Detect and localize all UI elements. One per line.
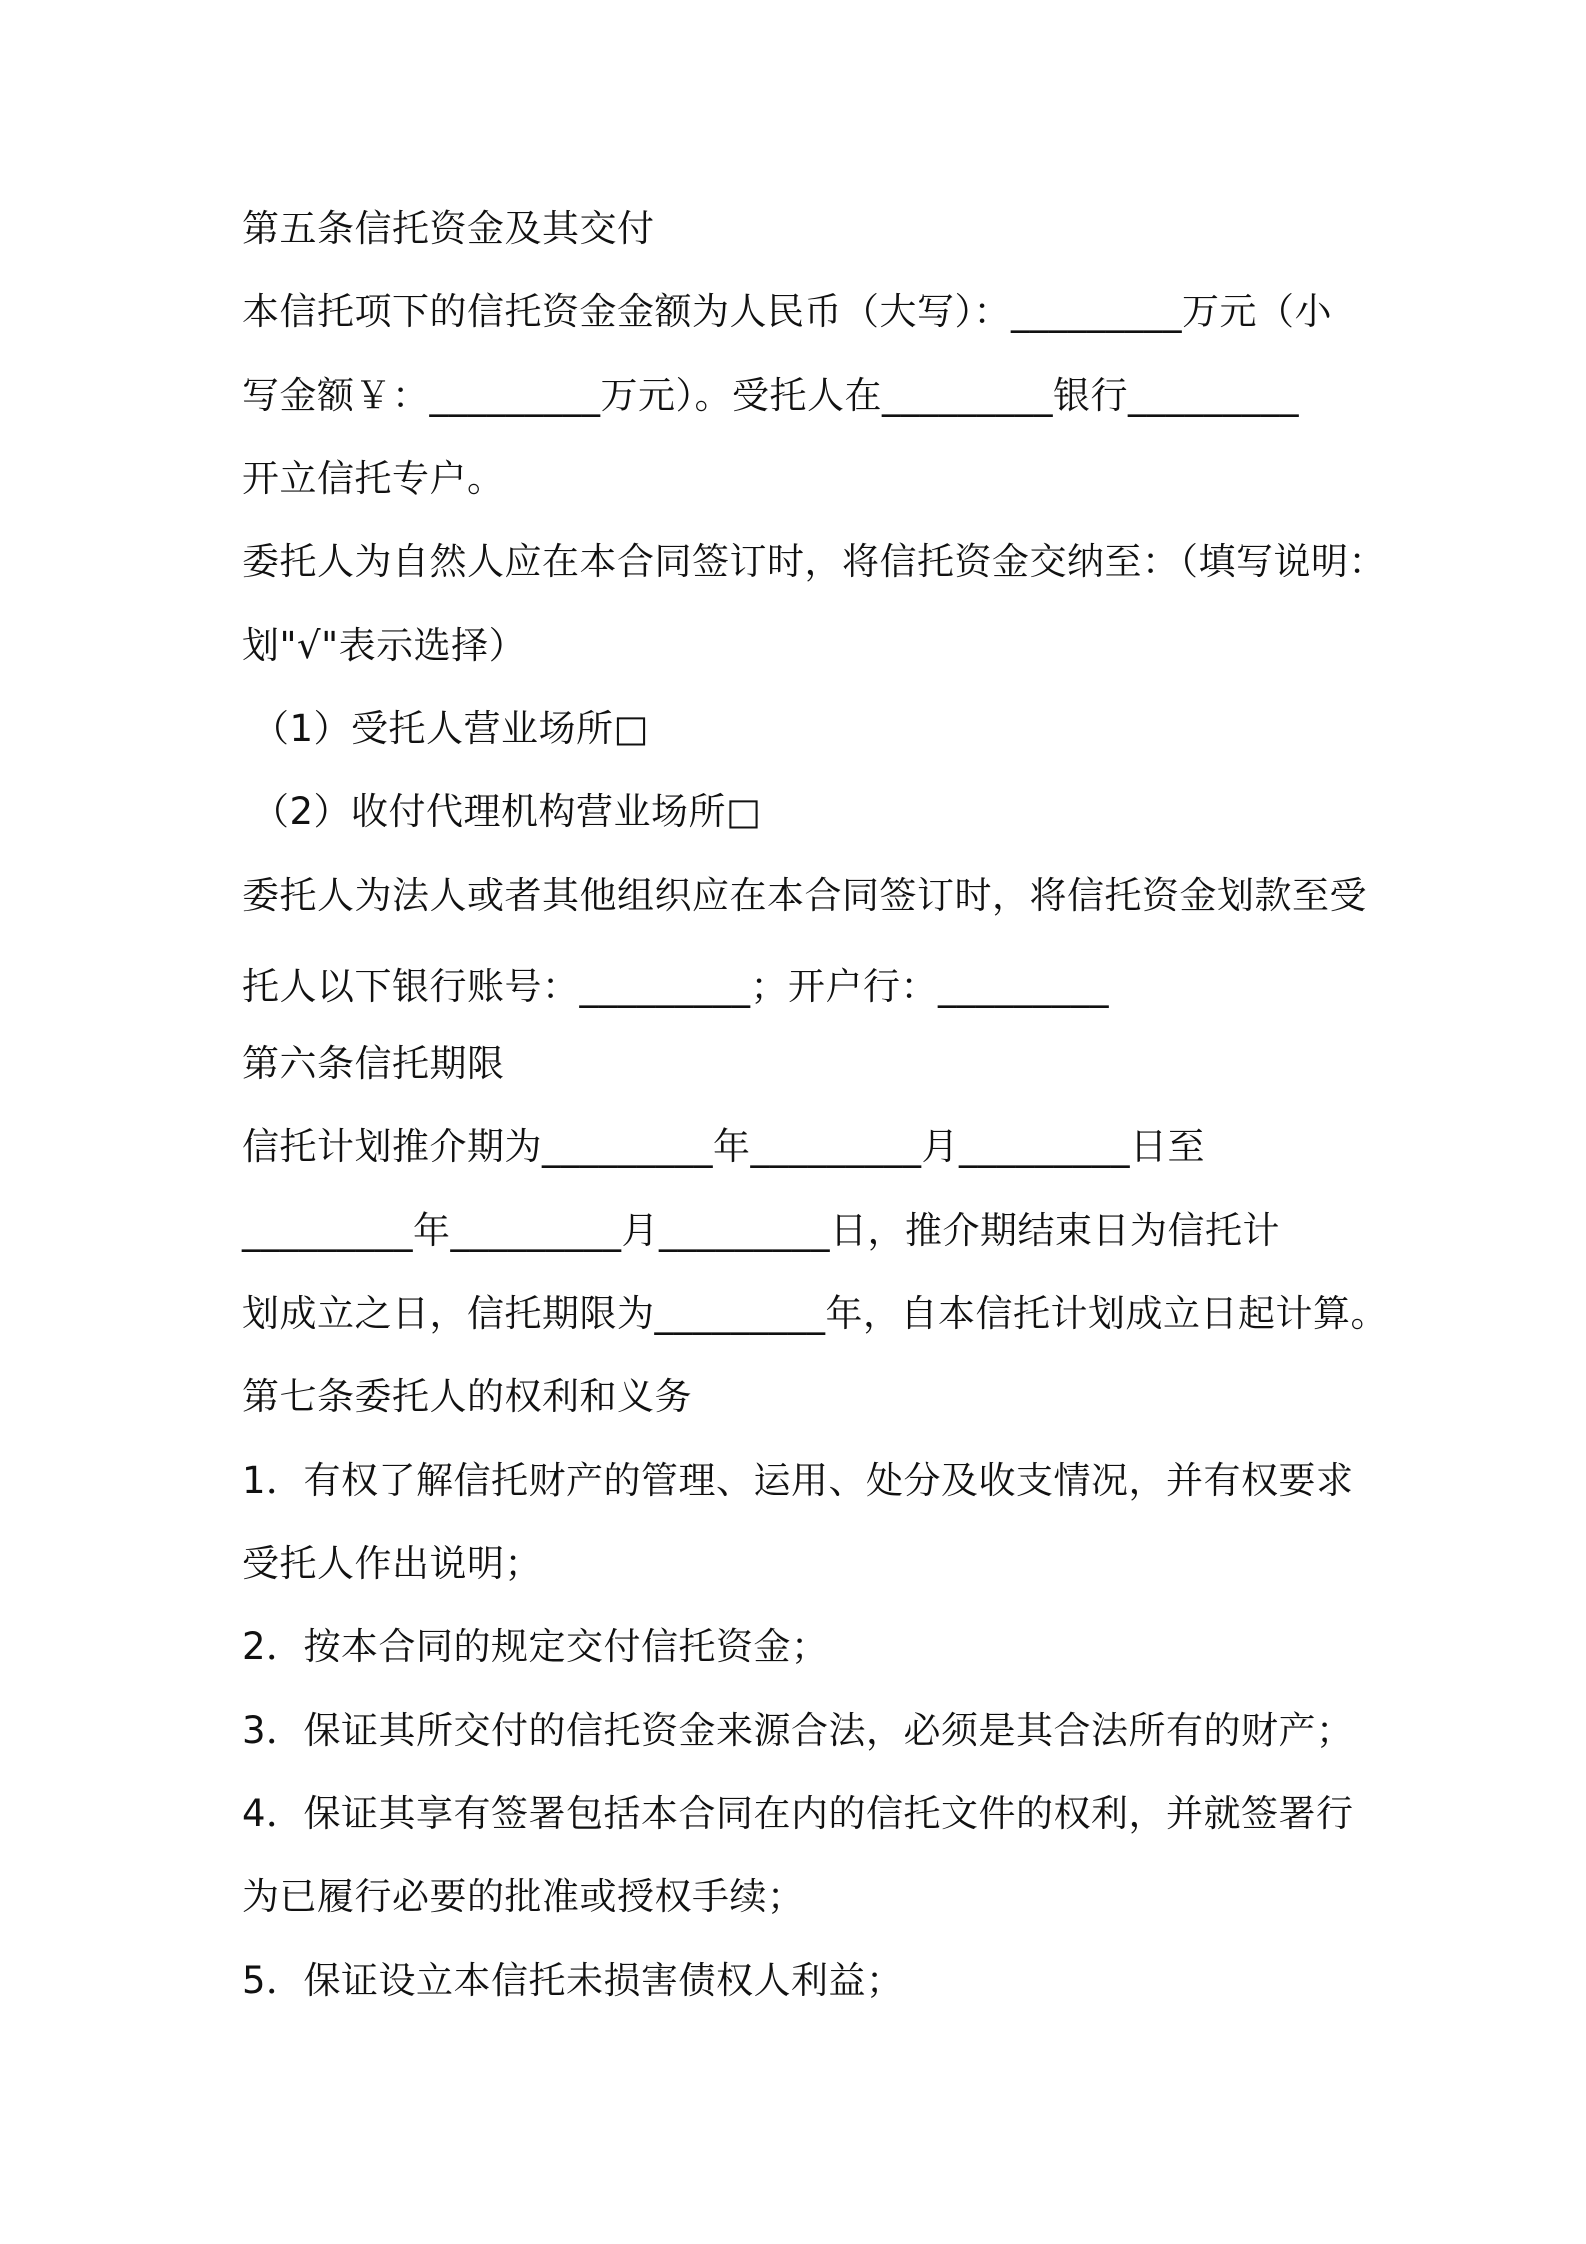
text-line: 为已履行必要的批准或授权手续； bbox=[242, 1875, 805, 1918]
list-item: 1．有权了解信托财产的管理、运用、处分及收支情况，并有权要求 bbox=[242, 1459, 1354, 1502]
list-item: 3．保证其所交付的信托资金来源合法，必须是其合法所有的财产； bbox=[242, 1709, 1354, 1752]
article-7-heading: 第七条委托人的权利和义务 bbox=[242, 1375, 692, 1418]
text-line: 写金额￥：_________万元）。受托人在_________银行_________ bbox=[242, 374, 1299, 417]
text-line: 划成立之日，信托期限为_________年，自本信托计划成立日起计算。 bbox=[242, 1292, 1388, 1335]
option-item: （1）受托人营业场所□ bbox=[252, 707, 649, 750]
article-5-heading: 第五条信托资金及其交付 bbox=[242, 207, 655, 250]
article-6-heading: 第六条信托期限 bbox=[242, 1042, 505, 1085]
text-line: 委托人为自然人应在本合同签订时，将信托资金交纳至：（填写说明： bbox=[242, 540, 1386, 583]
text-line: 本信托项下的信托资金金额为人民币（大写）：_________万元（小 bbox=[242, 290, 1332, 333]
list-item: 2．按本合同的规定交付信托资金； bbox=[242, 1625, 829, 1668]
list-item: 5．保证设立本信托未损害债权人利益； bbox=[242, 1959, 904, 2002]
text-line: 开立信托专户。 bbox=[242, 457, 505, 500]
option-item: （2）收付代理机构营业场所□ bbox=[252, 790, 762, 833]
text-line: 托人以下银行账号：_________；开户行：_________ bbox=[242, 965, 1109, 1008]
text-line: 信托计划推介期为_________年_________月_________日至 bbox=[242, 1125, 1205, 1168]
list-item: 4．保证其享有签署包括本合同在内的信托文件的权利，并就签署行 bbox=[242, 1792, 1354, 1835]
text-line: 划"√"表示选择） bbox=[242, 624, 527, 667]
text-line: 委托人为法人或者其他组织应在本合同签订时，将信托资金划款至受 bbox=[242, 874, 1367, 917]
text-line: _________年_________月_________日，推介期结束日为信托计 bbox=[242, 1209, 1280, 1252]
text-line: 受托人作出说明； bbox=[242, 1542, 542, 1585]
